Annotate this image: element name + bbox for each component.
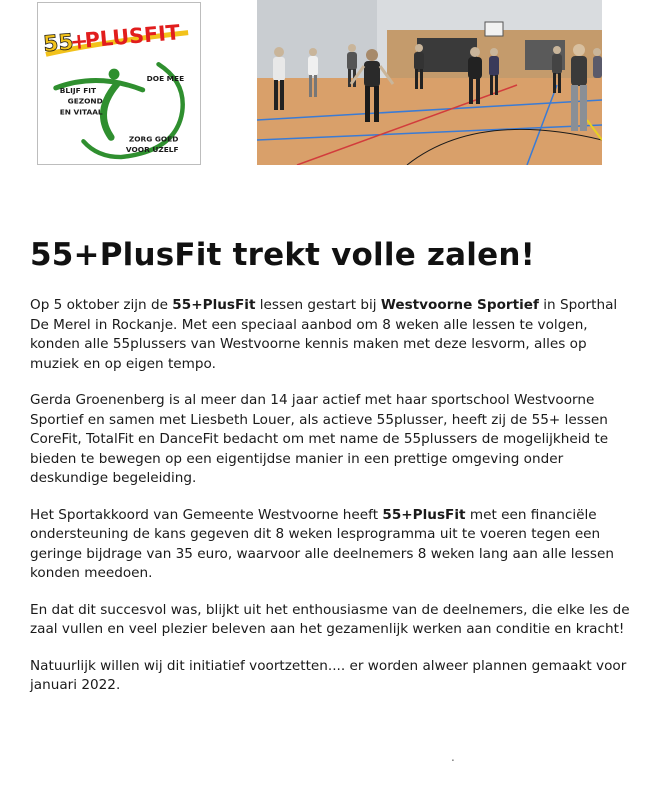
logo-brand-plus: + bbox=[68, 28, 90, 56]
club-highlight: Westvoorne Sportief bbox=[380, 297, 539, 313]
paragraph-5: Natuurlijk willen wij dit initiatief voortzetten.... er worden alweer plannen gemaakt voor januari 2022. bbox=[30, 657, 627, 693]
paragraph-1-text-1: Op 5 oktober zijn de bbox=[30, 297, 173, 313]
figure-head-icon bbox=[109, 69, 120, 80]
sports-hall-illustration bbox=[257, 0, 602, 165]
slogan-left-line-2: GEZOND bbox=[67, 96, 103, 106]
article-body bbox=[30, 296, 635, 713]
paragraph-3-text-2: met een financiële ondersteuning de kans gegeven dit 8 weken lesprogramma uit te voeren tegen een geringe bijdrage van 35 euro, waarvoor alle deelnemers 8 weken lang aan alle lessen konden meedoen. bbox=[30, 506, 614, 581]
slogan-left-line-3: EN VITAAL bbox=[59, 107, 103, 117]
basketball-board bbox=[485, 22, 503, 36]
slogan-left-line-1: BLIJF FIT bbox=[59, 85, 97, 95]
logo-brand-name: PLUSFIT bbox=[83, 20, 181, 53]
slogan-right: DOE MEE bbox=[146, 74, 185, 84]
brand-highlight-2: 55+PlusFit bbox=[382, 506, 466, 523]
plusfit-logo-graphic bbox=[38, 3, 200, 164]
plusfit-logo bbox=[37, 2, 201, 165]
paragraph-1 bbox=[30, 296, 635, 374]
slogan-bottom-line-2: VOOR UZELF bbox=[125, 145, 179, 155]
slogan-bottom-line-1: ZORG GOED bbox=[128, 134, 179, 144]
paragraph-4: En dat dit succesvol was, blijkt uit het enthousiasme van de deelnemers, die elke les de zaal vullen en veel plezier beleven aan het gezamenlijk werken aan conditie en kracht! bbox=[30, 601, 630, 637]
paragraph-1-text-3: in Sporthal De Merel in Rockanje. Met een speciaal aanbod om 8 weken alle lessen te volgen, konden alle 55plussers van Westvoorne kennis maken met deze lesvorm, alles op muziek en op eigen tempo. bbox=[30, 297, 618, 372]
paragraph-2: Gerda Groenenberg is al meer dan 14 jaar actief met haar sportschool Westvoorne Sportief en samen met Liesbeth Louer, als actieve 55plusser, heeft zij de 55+ lessen CoreFit, TotalFit en DanceFit bedacht om met name de 55plussers de mogelijkheid te bieden te bewegen op een eigentijdse manier in een prettige omgeving onder deskundige begeleiding. bbox=[30, 392, 609, 486]
paragraph-3-text-1: Het Sportakkoord van Gemeente Westvoorne heeft bbox=[30, 506, 383, 523]
figure-body-swoosh bbox=[103, 84, 117, 137]
paragraph-3 bbox=[30, 506, 635, 584]
logo-brand-prefix: 55 bbox=[42, 29, 75, 58]
participant-10 bbox=[593, 48, 602, 78]
paragraph-1-text-2: lessen gestart bij bbox=[255, 297, 381, 313]
hall-floor bbox=[257, 78, 602, 165]
sports-hall-photo bbox=[257, 0, 602, 165]
footer-mark: . bbox=[451, 750, 455, 764]
brand-highlight: 55+PlusFit bbox=[172, 297, 256, 313]
article-title: 55+PlusFit trekt volle zalen! bbox=[30, 237, 535, 273]
